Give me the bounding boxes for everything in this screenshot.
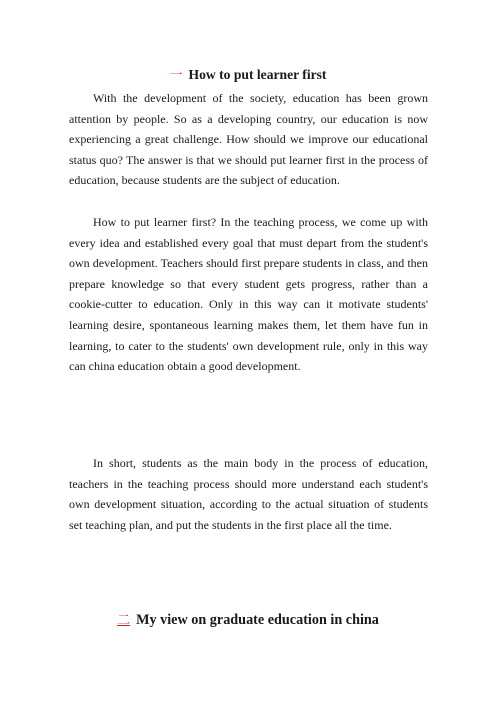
section-1-paragraph-2: How to put learner first? In the teaching process, we come up with every idea and established every goal that must depart from the student's own development. Teachers should first prepare students in class, and then prepare knowledge so that every student gets progress, rather than a cookie-cutter to education. Only in this way can it motivate students' learning desire, spontaneous learning makes them, let them have fun in learning, to cater to the students' own development rule, only in this way can china education obtain a good development. bbox=[69, 215, 428, 374]
section-1-number: 一 bbox=[169, 67, 183, 82]
section-2-number: 二 bbox=[117, 612, 131, 627]
section-1-heading bbox=[0, 64, 496, 83]
section-2-title: My view on graduate education in china bbox=[136, 612, 379, 628]
section-2-heading bbox=[0, 609, 496, 629]
section-1-paragraph-1: With the development of the society, education has been grown attention by people. So as a developing country, our education is now experiencing a great challenge. How should we improve our educational status quo? The answer is that we should put learner first in the process of education, because students are the subject of education. bbox=[69, 91, 428, 188]
section-1-title: How to put learner first bbox=[188, 67, 327, 82]
section-1-paragraph-3: In short, students as the main body in the process of education, teachers in the teaching process should more understand each student's own development situation, according to the actual situation of students set teaching plan, and put the students in the first place all the time. bbox=[69, 456, 428, 532]
